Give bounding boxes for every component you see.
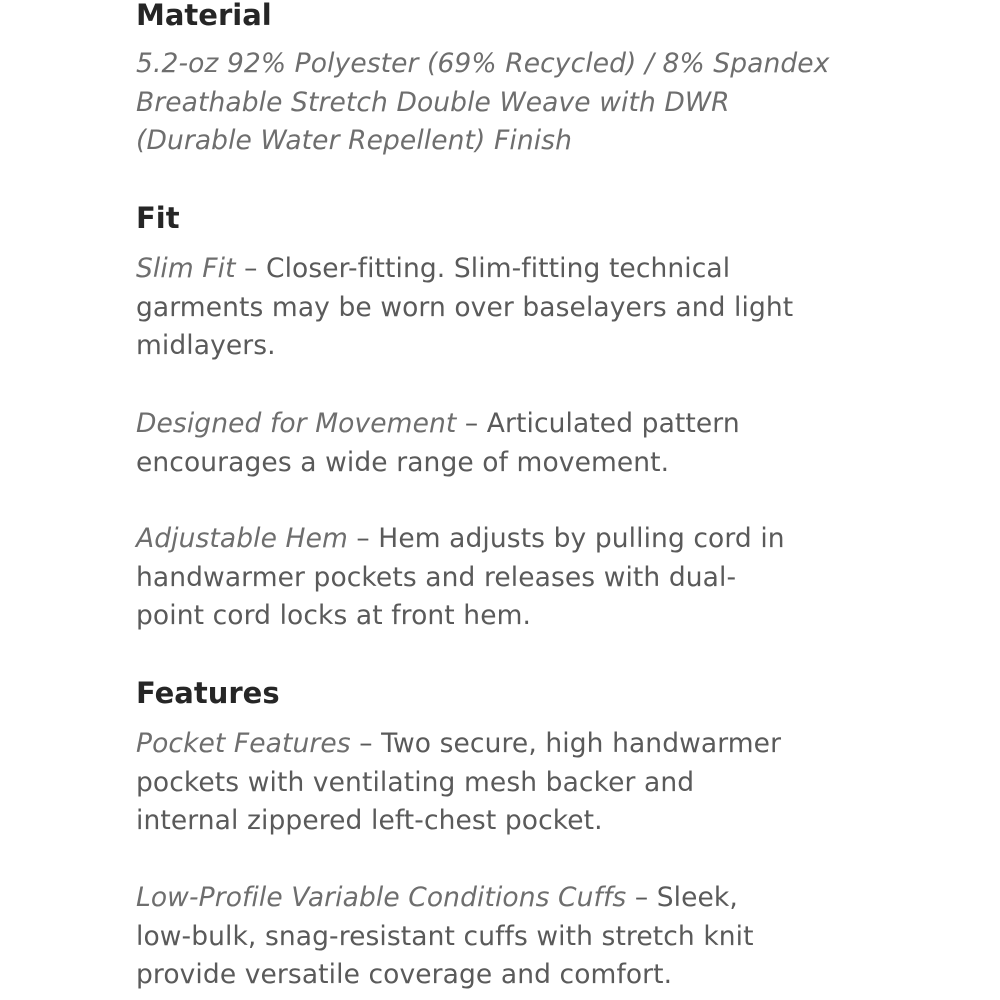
material-line: (Durable Water Repellent) Finish: [136, 125, 572, 156]
fit-item-designed-for-movement: [136, 405, 896, 482]
features-heading: Features: [136, 676, 280, 710]
material-line: 5.2-oz 92% Polyester (69% Recycled) / 8% Spandex: [136, 48, 830, 79]
feature-item-text: provide versatile coverage and comfort.: [136, 959, 673, 990]
material-line: Breathable Stretch Double Weave with DWR: [136, 86, 730, 118]
feature-item-text: low-bulk, snag-resistant cuffs with stretch knit: [136, 920, 754, 952]
feature-item-title: Pocket Features: [136, 728, 351, 759]
feature-item-title: Low-Profile Variable Conditions Cuffs: [136, 882, 627, 913]
feature-item-text: – Two secure, high handwarmer: [350, 728, 782, 759]
material-heading: Material: [136, 0, 272, 32]
fit-item-text: – Articulated pattern: [456, 408, 740, 439]
fit-item-slim-fit: [136, 250, 896, 366]
fit-item-title: Slim Fit: [136, 253, 236, 284]
material-description: [136, 45, 896, 161]
feature-item-pocket-features: [136, 725, 896, 841]
feature-item-text: internal zippered left-chest pocket.: [136, 805, 603, 836]
fit-item-text: handwarmer pockets and releases with dual-: [136, 561, 737, 593]
fit-item-text: garments may be worn over baselayers and light: [136, 291, 794, 323]
fit-item-text: point cord locks at front hem.: [136, 600, 532, 631]
feature-item-text: – Sleek,: [626, 882, 738, 913]
fit-heading: Fit: [136, 201, 180, 235]
fit-item-text: – Closer-fitting. Slim-fitting technical: [235, 253, 731, 284]
fit-item-title: Adjustable Hem: [136, 523, 348, 554]
fit-item-text: – Hem adjusts by pulling cord in: [347, 523, 785, 554]
fit-item-text: encourages a wide range of movement.: [136, 446, 670, 478]
fit-item-title: Designed for Movement: [136, 408, 457, 439]
feature-item-cuffs: [136, 879, 896, 995]
feature-item-text: pockets with ventilating mesh backer and: [136, 766, 695, 798]
fit-item-adjustable-hem: [136, 520, 896, 636]
fit-item-text: midlayers.: [136, 330, 276, 361]
